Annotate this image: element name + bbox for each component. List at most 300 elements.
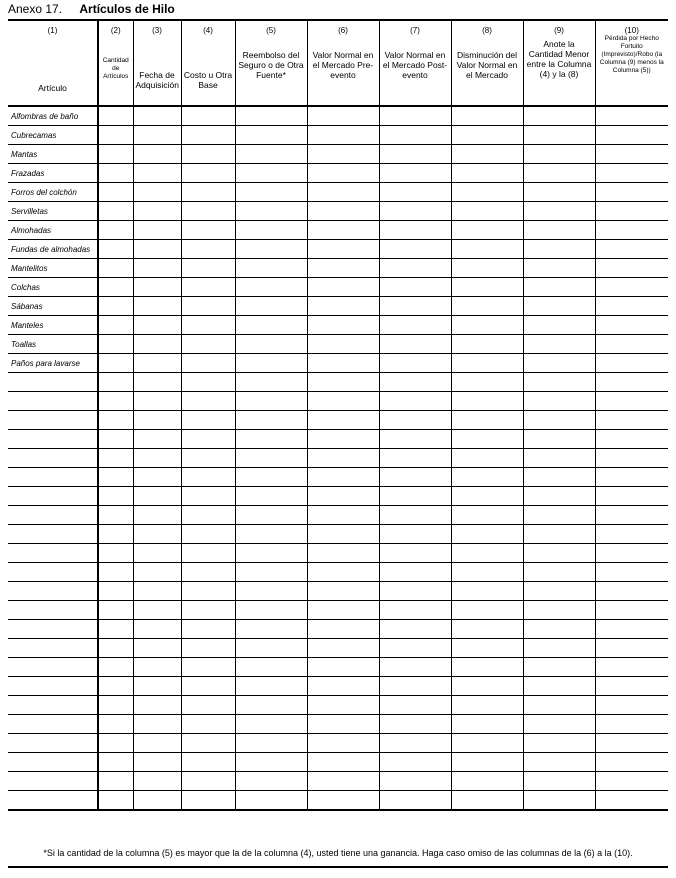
cell-cost-basis[interactable] xyxy=(181,582,235,601)
cell-fmv-after[interactable] xyxy=(379,316,451,335)
cell-loss[interactable] xyxy=(595,297,668,316)
cell-fmv-before[interactable] xyxy=(307,582,379,601)
cell-fmv-before[interactable] xyxy=(307,620,379,639)
cell-fmv-decrease[interactable] xyxy=(451,715,523,734)
cell-fmv-before[interactable] xyxy=(307,259,379,278)
cell-quantity[interactable] xyxy=(98,544,133,563)
cell-acquisition-date[interactable] xyxy=(133,449,181,468)
cell-fmv-decrease[interactable] xyxy=(451,658,523,677)
cell-fmv-before[interactable] xyxy=(307,354,379,373)
cell-reimbursement[interactable] xyxy=(235,677,307,696)
cell-fmv-after[interactable] xyxy=(379,601,451,620)
cell-reimbursement[interactable] xyxy=(235,525,307,544)
cell-lesser-amount[interactable] xyxy=(523,183,595,202)
cell-fmv-after[interactable] xyxy=(379,106,451,126)
cell-reimbursement[interactable] xyxy=(235,487,307,506)
cell-article[interactable] xyxy=(8,658,98,677)
cell-fmv-before[interactable] xyxy=(307,506,379,525)
cell-fmv-decrease[interactable] xyxy=(451,449,523,468)
cell-reimbursement[interactable] xyxy=(235,696,307,715)
cell-cost-basis[interactable] xyxy=(181,753,235,772)
cell-fmv-before[interactable] xyxy=(307,715,379,734)
cell-reimbursement[interactable] xyxy=(235,106,307,126)
cell-loss[interactable] xyxy=(595,563,668,582)
cell-article[interactable] xyxy=(8,753,98,772)
cell-fmv-decrease[interactable] xyxy=(451,506,523,525)
cell-fmv-decrease[interactable] xyxy=(451,620,523,639)
cell-acquisition-date[interactable] xyxy=(133,240,181,259)
cell-reimbursement[interactable] xyxy=(235,202,307,221)
cell-fmv-after[interactable] xyxy=(379,259,451,278)
cell-fmv-decrease[interactable] xyxy=(451,354,523,373)
cell-loss[interactable] xyxy=(595,696,668,715)
cell-cost-basis[interactable] xyxy=(181,145,235,164)
cell-quantity[interactable] xyxy=(98,430,133,449)
cell-quantity[interactable] xyxy=(98,373,133,392)
cell-acquisition-date[interactable] xyxy=(133,601,181,620)
cell-fmv-before[interactable] xyxy=(307,677,379,696)
cell-fmv-after[interactable] xyxy=(379,582,451,601)
cell-article[interactable] xyxy=(8,430,98,449)
cell-acquisition-date[interactable] xyxy=(133,430,181,449)
cell-loss[interactable] xyxy=(595,715,668,734)
cell-loss[interactable] xyxy=(595,525,668,544)
cell-fmv-before[interactable] xyxy=(307,278,379,297)
cell-cost-basis[interactable] xyxy=(181,658,235,677)
cell-lesser-amount[interactable] xyxy=(523,164,595,183)
cell-reimbursement[interactable] xyxy=(235,430,307,449)
cell-loss[interactable] xyxy=(595,506,668,525)
cell-fmv-after[interactable] xyxy=(379,335,451,354)
cell-quantity[interactable] xyxy=(98,696,133,715)
cell-loss[interactable] xyxy=(595,620,668,639)
cell-fmv-before[interactable] xyxy=(307,202,379,221)
cell-article[interactable] xyxy=(8,696,98,715)
cell-acquisition-date[interactable] xyxy=(133,126,181,145)
cell-quantity[interactable] xyxy=(98,791,133,811)
cell-fmv-after[interactable] xyxy=(379,487,451,506)
cell-lesser-amount[interactable] xyxy=(523,544,595,563)
cell-fmv-decrease[interactable] xyxy=(451,335,523,354)
cell-fmv-before[interactable] xyxy=(307,487,379,506)
cell-fmv-before[interactable] xyxy=(307,392,379,411)
cell-article[interactable] xyxy=(8,582,98,601)
cell-cost-basis[interactable] xyxy=(181,639,235,658)
cell-acquisition-date[interactable] xyxy=(133,259,181,278)
cell-quantity[interactable] xyxy=(98,715,133,734)
cell-loss[interactable] xyxy=(595,145,668,164)
cell-cost-basis[interactable] xyxy=(181,449,235,468)
cell-cost-basis[interactable] xyxy=(181,335,235,354)
cell-fmv-after[interactable] xyxy=(379,164,451,183)
cell-cost-basis[interactable] xyxy=(181,430,235,449)
cell-acquisition-date[interactable] xyxy=(133,544,181,563)
cell-quantity[interactable] xyxy=(98,677,133,696)
cell-reimbursement[interactable] xyxy=(235,297,307,316)
cell-acquisition-date[interactable] xyxy=(133,582,181,601)
cell-acquisition-date[interactable] xyxy=(133,734,181,753)
cell-loss[interactable] xyxy=(595,316,668,335)
cell-cost-basis[interactable] xyxy=(181,183,235,202)
cell-quantity[interactable] xyxy=(98,354,133,373)
cell-fmv-before[interactable] xyxy=(307,297,379,316)
cell-cost-basis[interactable] xyxy=(181,734,235,753)
cell-reimbursement[interactable] xyxy=(235,411,307,430)
cell-acquisition-date[interactable] xyxy=(133,202,181,221)
cell-fmv-decrease[interactable] xyxy=(451,106,523,126)
cell-lesser-amount[interactable] xyxy=(523,259,595,278)
cell-acquisition-date[interactable] xyxy=(133,183,181,202)
cell-cost-basis[interactable] xyxy=(181,468,235,487)
cell-fmv-before[interactable] xyxy=(307,734,379,753)
cell-acquisition-date[interactable] xyxy=(133,278,181,297)
cell-quantity[interactable] xyxy=(98,297,133,316)
cell-quantity[interactable] xyxy=(98,221,133,240)
cell-quantity[interactable] xyxy=(98,658,133,677)
cell-article[interactable] xyxy=(8,506,98,525)
cell-quantity[interactable] xyxy=(98,772,133,791)
cell-lesser-amount[interactable] xyxy=(523,373,595,392)
cell-fmv-after[interactable] xyxy=(379,620,451,639)
cell-fmv-before[interactable] xyxy=(307,145,379,164)
cell-cost-basis[interactable] xyxy=(181,202,235,221)
cell-fmv-before[interactable] xyxy=(307,373,379,392)
cell-cost-basis[interactable] xyxy=(181,506,235,525)
cell-fmv-decrease[interactable] xyxy=(451,753,523,772)
cell-fmv-before[interactable] xyxy=(307,544,379,563)
cell-lesser-amount[interactable] xyxy=(523,354,595,373)
cell-article[interactable] xyxy=(8,449,98,468)
cell-acquisition-date[interactable] xyxy=(133,658,181,677)
cell-reimbursement[interactable] xyxy=(235,392,307,411)
cell-fmv-after[interactable] xyxy=(379,126,451,145)
cell-loss[interactable] xyxy=(595,335,668,354)
cell-fmv-decrease[interactable] xyxy=(451,563,523,582)
cell-fmv-after[interactable] xyxy=(379,278,451,297)
cell-fmv-before[interactable] xyxy=(307,791,379,811)
cell-fmv-before[interactable] xyxy=(307,316,379,335)
cell-cost-basis[interactable] xyxy=(181,373,235,392)
cell-loss[interactable] xyxy=(595,772,668,791)
cell-acquisition-date[interactable] xyxy=(133,696,181,715)
cell-article[interactable] xyxy=(8,411,98,430)
cell-cost-basis[interactable] xyxy=(181,259,235,278)
cell-cost-basis[interactable] xyxy=(181,240,235,259)
cell-lesser-amount[interactable] xyxy=(523,335,595,354)
cell-article[interactable] xyxy=(8,468,98,487)
cell-lesser-amount[interactable] xyxy=(523,240,595,259)
cell-reimbursement[interactable] xyxy=(235,582,307,601)
cell-fmv-decrease[interactable] xyxy=(451,411,523,430)
cell-fmv-after[interactable] xyxy=(379,145,451,164)
cell-acquisition-date[interactable] xyxy=(133,715,181,734)
cell-reimbursement[interactable] xyxy=(235,316,307,335)
cell-fmv-after[interactable] xyxy=(379,544,451,563)
cell-quantity[interactable] xyxy=(98,753,133,772)
cell-acquisition-date[interactable] xyxy=(133,316,181,335)
cell-quantity[interactable] xyxy=(98,164,133,183)
cell-fmv-decrease[interactable] xyxy=(451,772,523,791)
cell-article[interactable] xyxy=(8,487,98,506)
cell-article[interactable] xyxy=(8,373,98,392)
cell-loss[interactable] xyxy=(595,106,668,126)
cell-fmv-before[interactable] xyxy=(307,658,379,677)
cell-loss[interactable] xyxy=(595,734,668,753)
cell-fmv-after[interactable] xyxy=(379,563,451,582)
cell-fmv-decrease[interactable] xyxy=(451,183,523,202)
cell-cost-basis[interactable] xyxy=(181,525,235,544)
cell-fmv-before[interactable] xyxy=(307,696,379,715)
cell-reimbursement[interactable] xyxy=(235,753,307,772)
cell-fmv-after[interactable] xyxy=(379,677,451,696)
cell-lesser-amount[interactable] xyxy=(523,278,595,297)
cell-lesser-amount[interactable] xyxy=(523,106,595,126)
cell-lesser-amount[interactable] xyxy=(523,506,595,525)
cell-quantity[interactable] xyxy=(98,335,133,354)
cell-article[interactable] xyxy=(8,772,98,791)
cell-fmv-decrease[interactable] xyxy=(451,202,523,221)
cell-fmv-decrease[interactable] xyxy=(451,677,523,696)
cell-loss[interactable] xyxy=(595,126,668,145)
cell-quantity[interactable] xyxy=(98,316,133,335)
cell-fmv-before[interactable] xyxy=(307,639,379,658)
cell-lesser-amount[interactable] xyxy=(523,658,595,677)
cell-loss[interactable] xyxy=(595,221,668,240)
cell-fmv-decrease[interactable] xyxy=(451,544,523,563)
cell-cost-basis[interactable] xyxy=(181,487,235,506)
cell-lesser-amount[interactable] xyxy=(523,430,595,449)
cell-lesser-amount[interactable] xyxy=(523,715,595,734)
cell-acquisition-date[interactable] xyxy=(133,772,181,791)
cell-loss[interactable] xyxy=(595,791,668,811)
cell-acquisition-date[interactable] xyxy=(133,221,181,240)
cell-cost-basis[interactable] xyxy=(181,620,235,639)
cell-loss[interactable] xyxy=(595,544,668,563)
cell-loss[interactable] xyxy=(595,753,668,772)
cell-reimbursement[interactable] xyxy=(235,563,307,582)
cell-acquisition-date[interactable] xyxy=(133,354,181,373)
cell-article[interactable] xyxy=(8,563,98,582)
cell-cost-basis[interactable] xyxy=(181,106,235,126)
cell-fmv-decrease[interactable] xyxy=(451,259,523,278)
cell-cost-basis[interactable] xyxy=(181,392,235,411)
cell-fmv-before[interactable] xyxy=(307,240,379,259)
cell-quantity[interactable] xyxy=(98,202,133,221)
cell-fmv-decrease[interactable] xyxy=(451,487,523,506)
cell-quantity[interactable] xyxy=(98,639,133,658)
cell-reimbursement[interactable] xyxy=(235,278,307,297)
cell-acquisition-date[interactable] xyxy=(133,753,181,772)
cell-acquisition-date[interactable] xyxy=(133,145,181,164)
cell-reimbursement[interactable] xyxy=(235,240,307,259)
cell-cost-basis[interactable] xyxy=(181,297,235,316)
cell-loss[interactable] xyxy=(595,392,668,411)
cell-cost-basis[interactable] xyxy=(181,791,235,811)
cell-acquisition-date[interactable] xyxy=(133,335,181,354)
cell-lesser-amount[interactable] xyxy=(523,202,595,221)
cell-loss[interactable] xyxy=(595,278,668,297)
cell-article[interactable] xyxy=(8,734,98,753)
cell-lesser-amount[interactable] xyxy=(523,221,595,240)
cell-fmv-before[interactable] xyxy=(307,772,379,791)
cell-quantity[interactable] xyxy=(98,468,133,487)
cell-fmv-before[interactable] xyxy=(307,753,379,772)
cell-acquisition-date[interactable] xyxy=(133,106,181,126)
cell-fmv-after[interactable] xyxy=(379,221,451,240)
cell-fmv-after[interactable] xyxy=(379,658,451,677)
cell-loss[interactable] xyxy=(595,582,668,601)
cell-loss[interactable] xyxy=(595,240,668,259)
cell-reimbursement[interactable] xyxy=(235,145,307,164)
cell-quantity[interactable] xyxy=(98,126,133,145)
cell-quantity[interactable] xyxy=(98,563,133,582)
cell-lesser-amount[interactable] xyxy=(523,791,595,811)
cell-article[interactable] xyxy=(8,601,98,620)
cell-lesser-amount[interactable] xyxy=(523,411,595,430)
cell-cost-basis[interactable] xyxy=(181,544,235,563)
cell-lesser-amount[interactable] xyxy=(523,563,595,582)
cell-fmv-decrease[interactable] xyxy=(451,145,523,164)
cell-lesser-amount[interactable] xyxy=(523,639,595,658)
cell-article[interactable] xyxy=(8,525,98,544)
cell-fmv-before[interactable] xyxy=(307,183,379,202)
cell-acquisition-date[interactable] xyxy=(133,411,181,430)
cell-reimbursement[interactable] xyxy=(235,354,307,373)
cell-fmv-decrease[interactable] xyxy=(451,297,523,316)
cell-lesser-amount[interactable] xyxy=(523,145,595,164)
cell-quantity[interactable] xyxy=(98,106,133,126)
cell-cost-basis[interactable] xyxy=(181,601,235,620)
cell-article[interactable] xyxy=(8,791,98,811)
cell-acquisition-date[interactable] xyxy=(133,791,181,811)
cell-fmv-before[interactable] xyxy=(307,468,379,487)
cell-fmv-decrease[interactable] xyxy=(451,639,523,658)
cell-fmv-before[interactable] xyxy=(307,411,379,430)
cell-fmv-decrease[interactable] xyxy=(451,601,523,620)
cell-quantity[interactable] xyxy=(98,145,133,164)
cell-reimbursement[interactable] xyxy=(235,506,307,525)
cell-fmv-after[interactable] xyxy=(379,772,451,791)
cell-acquisition-date[interactable] xyxy=(133,297,181,316)
cell-fmv-after[interactable] xyxy=(379,183,451,202)
cell-reimbursement[interactable] xyxy=(235,544,307,563)
cell-fmv-after[interactable] xyxy=(379,202,451,221)
cell-reimbursement[interactable] xyxy=(235,791,307,811)
cell-quantity[interactable] xyxy=(98,392,133,411)
cell-cost-basis[interactable] xyxy=(181,696,235,715)
cell-acquisition-date[interactable] xyxy=(133,620,181,639)
cell-acquisition-date[interactable] xyxy=(133,164,181,183)
cell-quantity[interactable] xyxy=(98,506,133,525)
cell-fmv-decrease[interactable] xyxy=(451,278,523,297)
cell-acquisition-date[interactable] xyxy=(133,677,181,696)
cell-fmv-before[interactable] xyxy=(307,430,379,449)
cell-quantity[interactable] xyxy=(98,620,133,639)
cell-loss[interactable] xyxy=(595,430,668,449)
cell-fmv-after[interactable] xyxy=(379,506,451,525)
cell-quantity[interactable] xyxy=(98,449,133,468)
cell-quantity[interactable] xyxy=(98,183,133,202)
cell-article[interactable] xyxy=(8,544,98,563)
cell-lesser-amount[interactable] xyxy=(523,620,595,639)
cell-loss[interactable] xyxy=(595,449,668,468)
cell-reimbursement[interactable] xyxy=(235,734,307,753)
cell-quantity[interactable] xyxy=(98,734,133,753)
cell-fmv-decrease[interactable] xyxy=(451,126,523,145)
cell-fmv-after[interactable] xyxy=(379,354,451,373)
cell-fmv-decrease[interactable] xyxy=(451,430,523,449)
cell-reimbursement[interactable] xyxy=(235,259,307,278)
cell-acquisition-date[interactable] xyxy=(133,563,181,582)
cell-cost-basis[interactable] xyxy=(181,354,235,373)
cell-reimbursement[interactable] xyxy=(235,715,307,734)
cell-fmv-after[interactable] xyxy=(379,715,451,734)
cell-reimbursement[interactable] xyxy=(235,772,307,791)
cell-article[interactable] xyxy=(8,677,98,696)
cell-quantity[interactable] xyxy=(98,601,133,620)
cell-reimbursement[interactable] xyxy=(235,468,307,487)
cell-reimbursement[interactable] xyxy=(235,373,307,392)
cell-loss[interactable] xyxy=(595,601,668,620)
cell-cost-basis[interactable] xyxy=(181,126,235,145)
cell-fmv-after[interactable] xyxy=(379,240,451,259)
cell-fmv-after[interactable] xyxy=(379,734,451,753)
cell-loss[interactable] xyxy=(595,468,668,487)
cell-loss[interactable] xyxy=(595,354,668,373)
cell-quantity[interactable] xyxy=(98,525,133,544)
cell-lesser-amount[interactable] xyxy=(523,734,595,753)
cell-reimbursement[interactable] xyxy=(235,221,307,240)
cell-fmv-decrease[interactable] xyxy=(451,791,523,811)
cell-lesser-amount[interactable] xyxy=(523,468,595,487)
cell-fmv-after[interactable] xyxy=(379,753,451,772)
cell-quantity[interactable] xyxy=(98,240,133,259)
cell-acquisition-date[interactable] xyxy=(133,392,181,411)
cell-fmv-after[interactable] xyxy=(379,791,451,811)
cell-loss[interactable] xyxy=(595,658,668,677)
cell-quantity[interactable] xyxy=(98,411,133,430)
cell-fmv-decrease[interactable] xyxy=(451,468,523,487)
cell-fmv-decrease[interactable] xyxy=(451,734,523,753)
cell-loss[interactable] xyxy=(595,411,668,430)
cell-quantity[interactable] xyxy=(98,259,133,278)
cell-cost-basis[interactable] xyxy=(181,278,235,297)
cell-lesser-amount[interactable] xyxy=(523,449,595,468)
cell-lesser-amount[interactable] xyxy=(523,316,595,335)
cell-lesser-amount[interactable] xyxy=(523,297,595,316)
cell-quantity[interactable] xyxy=(98,487,133,506)
cell-lesser-amount[interactable] xyxy=(523,772,595,791)
cell-lesser-amount[interactable] xyxy=(523,126,595,145)
cell-fmv-decrease[interactable] xyxy=(451,316,523,335)
cell-fmv-after[interactable] xyxy=(379,411,451,430)
cell-fmv-decrease[interactable] xyxy=(451,525,523,544)
cell-fmv-before[interactable] xyxy=(307,126,379,145)
cell-fmv-decrease[interactable] xyxy=(451,373,523,392)
cell-fmv-before[interactable] xyxy=(307,106,379,126)
cell-fmv-after[interactable] xyxy=(379,639,451,658)
cell-cost-basis[interactable] xyxy=(181,316,235,335)
cell-lesser-amount[interactable] xyxy=(523,677,595,696)
cell-article[interactable] xyxy=(8,392,98,411)
cell-fmv-before[interactable] xyxy=(307,449,379,468)
cell-cost-basis[interactable] xyxy=(181,411,235,430)
cell-fmv-before[interactable] xyxy=(307,335,379,354)
cell-lesser-amount[interactable] xyxy=(523,487,595,506)
cell-acquisition-date[interactable] xyxy=(133,487,181,506)
cell-reimbursement[interactable] xyxy=(235,449,307,468)
cell-loss[interactable] xyxy=(595,487,668,506)
